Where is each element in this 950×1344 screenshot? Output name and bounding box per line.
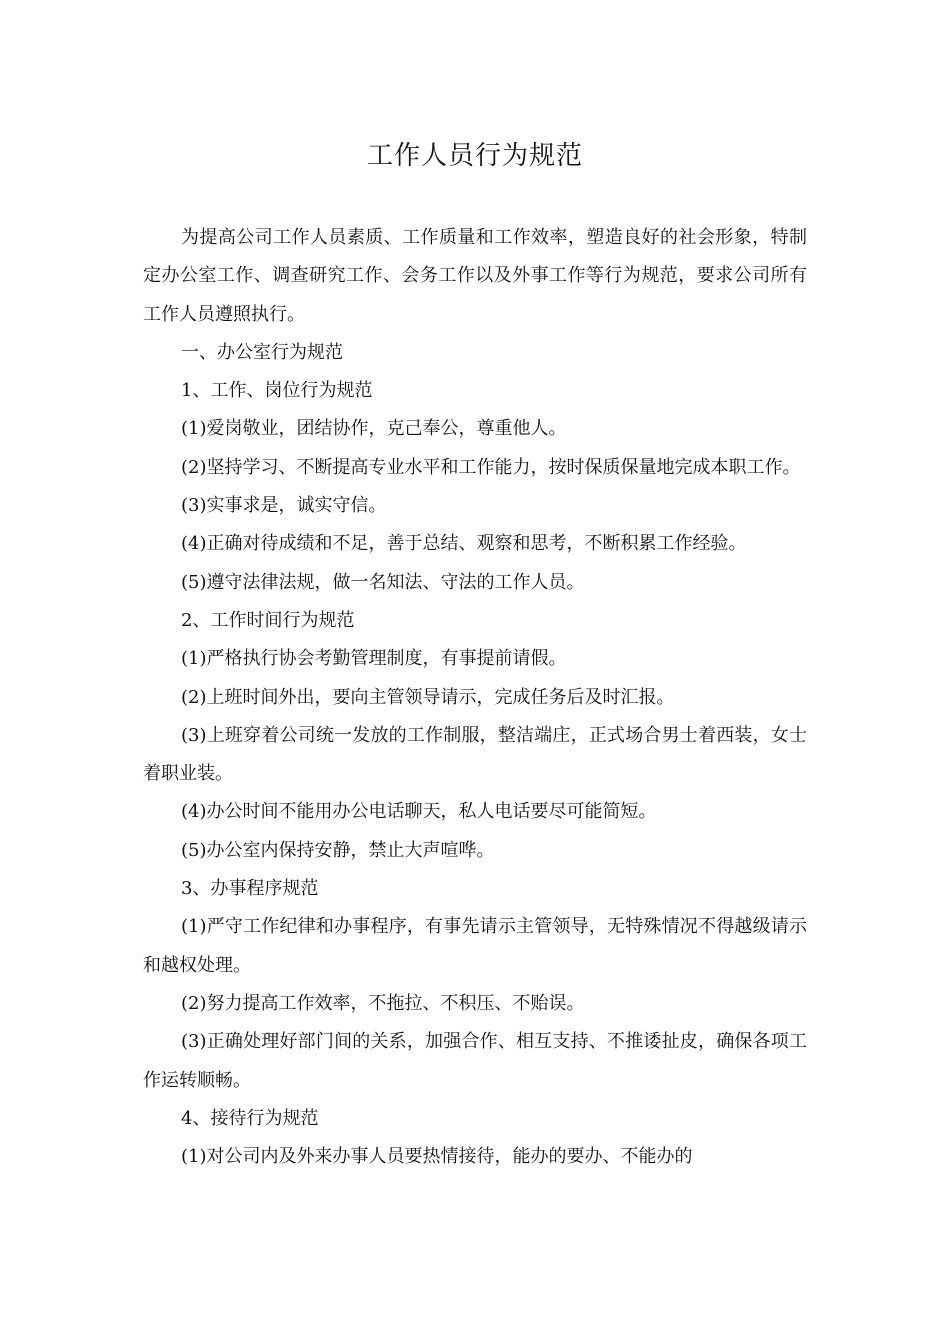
document-title: 工作人员行为规范 — [366, 141, 583, 171]
subsection-heading: 4、接待行为规范 — [181, 1107, 319, 1129]
rule-item: (3)上班穿着公司统一发放的工作制服，整洁端庄，正式场合男士着西装，女士着职业装。 — [143, 724, 807, 785]
rule-item: (1)严守工作纪律和办事程序，有事先请示主管领导，无特殊情况不得越级请示和越权处理。 — [143, 916, 807, 976]
rule-item: (4)正确对待成绩和不足，善于总结、观察和思考，不断积累工作经验。 — [181, 533, 747, 555]
rule-item: (3)正确处理好部门间的关系，加强合作、相互支持、不推诿扯皮，确保各项工作运转顺畅。 — [143, 1031, 807, 1091]
rule-item: (2)努力提高工作效率，不拖拉、不积压、不贻误。 — [181, 992, 585, 1014]
rule-item: (5)遵守法律法规，做一名知法、守法的工作人员。 — [181, 571, 585, 593]
rule-item: (2)坚持学习、不断提高专业水平和工作能力，按时保质保量地完成本职工作。 — [181, 456, 801, 478]
rule-item: (3)实事求是，诚实守信。 — [181, 495, 387, 517]
intro-paragraph: 为提高公司工作人员素质、工作质量和工作效率，塑造良好的社会形象，特制定办公室工作、调查研究工作、会务工作以及外事工作等行为规范，要求公司所有工作人员遵照执行。 — [143, 227, 807, 325]
section-heading: 一、办公室行为规范 — [181, 341, 343, 363]
document-body — [143, 219, 807, 1176]
rule-item: (1)对公司内及外来办事人员要热情接待，能办的要办、不能办的 — [181, 1146, 693, 1168]
rule-item: (5)办公室内保持安静，禁止大声喧哗。 — [181, 839, 495, 861]
rule-item: (1)爱岗敬业，团结协作，克己奉公，尊重他人。 — [181, 418, 567, 440]
rule-item: (2)上班时间外出，要向主管领导请示，完成任务后及时汇报。 — [181, 686, 675, 708]
rule-item: (1)严格执行协会考勤管理制度，有事提前请假。 — [181, 648, 567, 670]
rule-item: (4)办公时间不能用办公电话聊天，私人电话要尽可能简短。 — [181, 801, 657, 823]
subsection-heading: 2、工作时间行为规范 — [181, 609, 355, 631]
subsection-heading: 1、工作、岗位行为规范 — [181, 380, 373, 402]
subsection-heading: 3、办事程序规范 — [181, 878, 319, 900]
